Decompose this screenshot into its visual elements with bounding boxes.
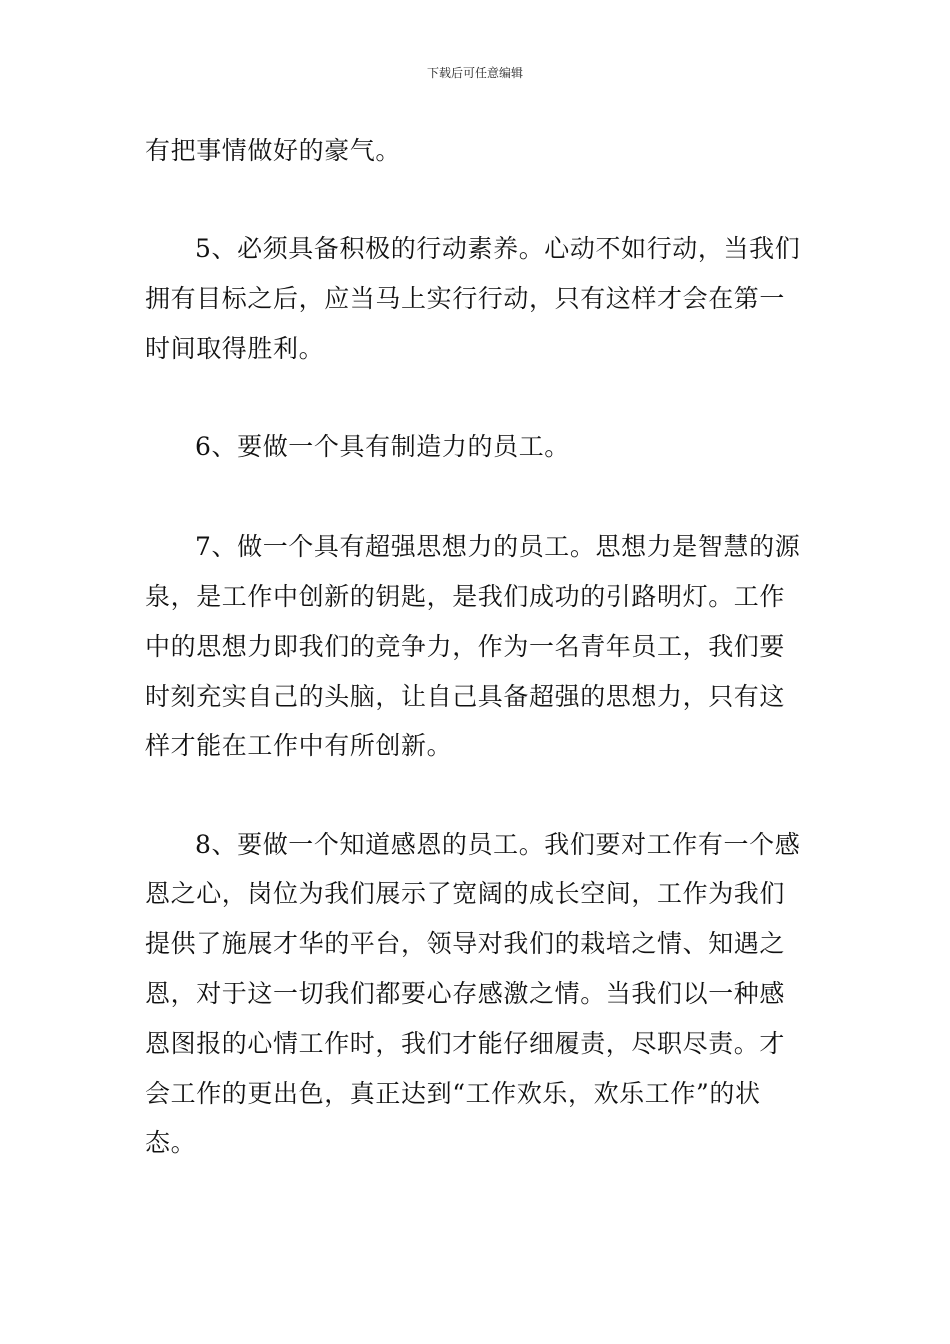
- text-line: 提供了施展才华的平台，领导对我们的栽培之情、知遇之: [145, 929, 786, 958]
- text-line: 6、要做一个具有制造力的员工。: [195, 432, 570, 461]
- text-line: 时刻充实自己的头脑，让自己具备超强的思想力，只有这: [145, 682, 786, 711]
- text-line: 恩图报的心情工作时，我们才能仔细履责，尽职尽责。才: [145, 1029, 786, 1058]
- text-line: 拥有目标之后，应当马上实行行动，只有这样才会在第一: [145, 284, 786, 313]
- text-line: 恩之心，岗位为我们展示了宽阔的成长空间，工作为我们: [145, 879, 786, 908]
- text-line: 样才能在工作中有所创新。: [145, 731, 453, 760]
- text-line: 会工作的更出色，真正达到“工作欢乐，欢乐工作”的状: [145, 1079, 761, 1108]
- text-line: 7、做一个具有超强思想力的员工。思想力是智慧的源: [195, 532, 801, 561]
- text-line: 态。: [145, 1128, 197, 1157]
- text-line: 时间取得胜利。: [145, 334, 325, 363]
- page-header: 下载后可任意编辑: [426, 66, 523, 80]
- text-line: 泉，是工作中创新的钥匙，是我们成功的引路明灯。工作: [145, 582, 786, 611]
- text-line: 5、必须具备积极的行动素养。心动不如行动，当我们: [195, 234, 801, 263]
- text-line: 有把事情做好的豪气。: [145, 136, 402, 165]
- text-line: 中的思想力即我们的竞争力，作为一名青年员工，我们要: [145, 632, 786, 661]
- text-line: 恩，对于这一切我们都要心存感激之情。当我们以一种感: [145, 979, 786, 1008]
- text-line: 8、要做一个知道感恩的员工。我们要对工作有一个感: [195, 830, 801, 859]
